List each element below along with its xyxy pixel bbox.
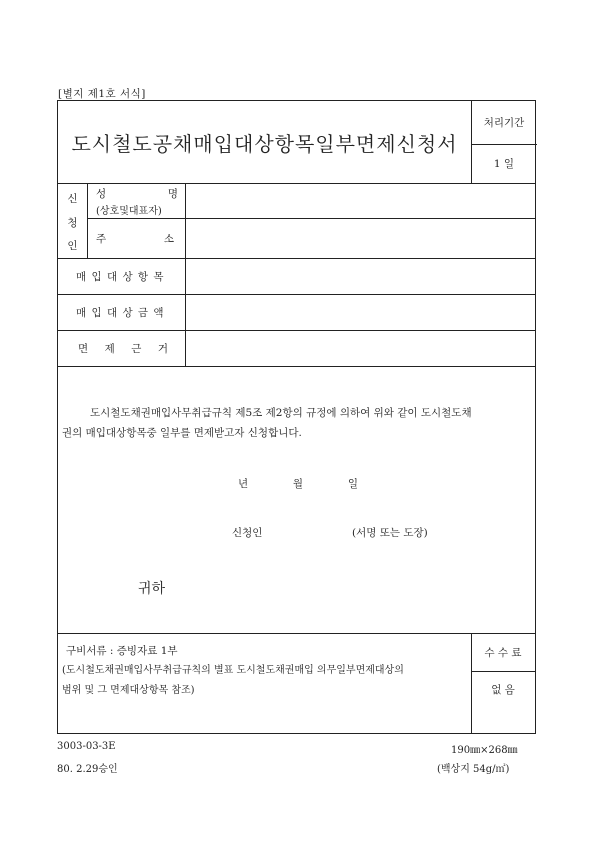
- applicant-side-char: 인: [67, 240, 78, 252]
- addressee-label: 귀하: [138, 581, 166, 597]
- date-month: 월: [292, 477, 304, 490]
- fee-value: 없 음: [491, 683, 515, 696]
- name-field[interactable]: [188, 185, 533, 217]
- exemption-basis-char: 근: [131, 342, 142, 355]
- applicant-signature-label: 신청인: [232, 526, 263, 539]
- purchase-item-label: 매 입 대 상 항 목: [76, 270, 165, 283]
- date-line: [238, 473, 358, 493]
- name-label: [96, 185, 178, 201]
- exemption-basis-bottom: [58, 366, 535, 367]
- applicant-side-char: 신: [67, 193, 78, 205]
- paper-type: (백상지 54g/㎡): [437, 764, 510, 775]
- applicant-side-label: [58, 191, 87, 253]
- exemption-basis-char: 제: [104, 342, 115, 355]
- address-field[interactable]: [188, 219, 533, 257]
- exemption-basis-char: 거: [157, 342, 168, 355]
- title-bottom-line: [58, 183, 535, 184]
- application-form: [57, 100, 536, 734]
- documents-line-3: 범위 및 그 면제대상항목 참조): [62, 685, 195, 696]
- address-label: [96, 219, 174, 257]
- name-label-char: 성: [96, 187, 107, 200]
- statement-line-1: 도시철도채권매입사무취급규칙 제5조 제2항의 규정에 의하여 위와 같이 도시철도채: [90, 407, 472, 419]
- exemption-basis-label: [78, 330, 168, 366]
- date-day: 일: [347, 477, 358, 490]
- name-sub-label: (상호및대표자): [96, 205, 162, 217]
- date-year: 년: [238, 477, 249, 490]
- exemption-basis-char: 면: [78, 342, 89, 355]
- statement-line-2: 권의 매입대상항목중 일부를 면제받고자 신청합니다.: [62, 427, 302, 439]
- form-code: 3003-03-3E: [57, 741, 116, 752]
- paper-size: 190㎜×268㎜: [451, 745, 518, 756]
- applicant-side-char: 청: [67, 216, 78, 229]
- exemption-basis-field[interactable]: [188, 330, 533, 366]
- documents-top-line: [58, 633, 535, 634]
- name-label-char: 명: [167, 187, 178, 200]
- documents-line-1: 구비서류 : 증빙자료 1부: [66, 645, 178, 657]
- fee-label: 수 수 료: [484, 646, 522, 659]
- purchase-amount-label: 매 입 대 상 금 액: [76, 306, 165, 319]
- approval-date: 80. 2.29승인: [57, 764, 118, 775]
- purchase-item-field[interactable]: [188, 258, 533, 294]
- form-number-label: [별지 제1호 서식]: [58, 88, 146, 100]
- form-title: 도시철도공채매입대상항목일부면제신청서: [71, 131, 458, 156]
- address-label-char: 소: [163, 232, 174, 245]
- applicant-side-divider: [87, 183, 88, 258]
- signature-note: (서명 또는 도장): [352, 526, 428, 539]
- documents-line-2: (도시철도채권매입사무취급규칙의 별표 도시철도채권매입 의무일부면제대상의: [62, 665, 404, 676]
- processing-period-label: 처리기간: [483, 117, 525, 129]
- processing-period-value: 1 일: [493, 158, 515, 170]
- address-label-char: 주: [96, 232, 107, 245]
- purchase-amount-field[interactable]: [188, 294, 533, 330]
